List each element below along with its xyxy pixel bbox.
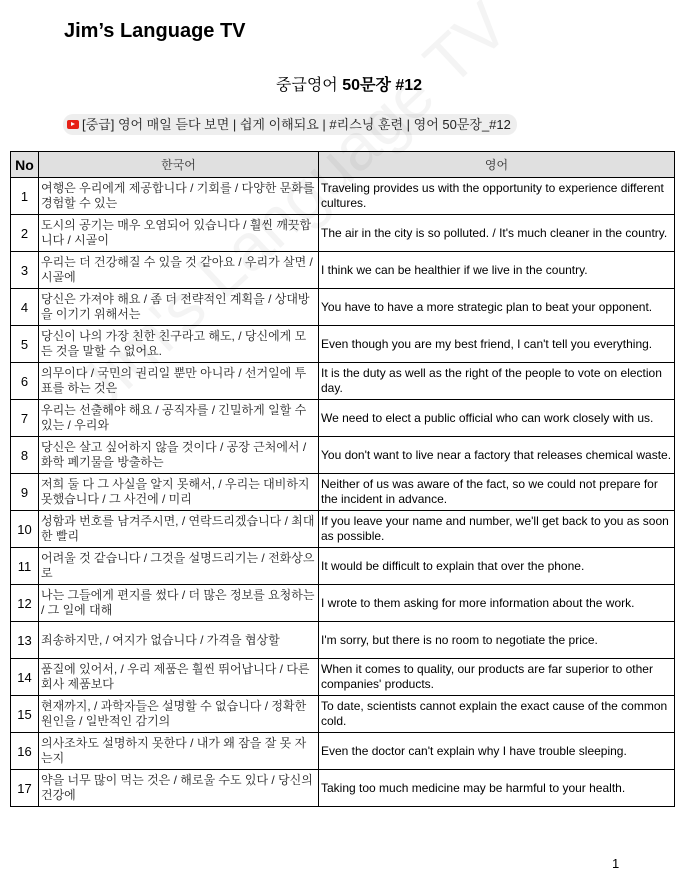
- row-number: 6: [11, 363, 39, 400]
- video-link-text: [중급] 영어 매일 듣다 보면 | 쉽게 이해되요 | #리스닝 훈련 | 영어 50문장_#12: [82, 117, 511, 132]
- korean-sentence: 품질에 있어서, / 우리 제품은 훨씬 뛰어납니다 / 다른 회사 제품보다: [39, 659, 319, 696]
- korean-sentence: 나는 그들에게 편지를 썼다 / 더 많은 정보를 요청하는 / 그 일에 대해: [39, 585, 319, 622]
- table-row: [11, 733, 675, 770]
- row-number: 7: [11, 400, 39, 437]
- row-number: 4: [11, 289, 39, 326]
- korean-sentence: 약을 너무 많이 먹는 것은 / 해로울 수도 있다 / 당신의 건강에: [39, 770, 319, 807]
- row-number: 8: [11, 437, 39, 474]
- table-row: [11, 770, 675, 807]
- row-number: 13: [11, 622, 39, 659]
- table-row: [11, 622, 675, 659]
- table-row: [11, 400, 675, 437]
- table-row: [11, 659, 675, 696]
- korean-sentence: 현재까지, / 과학자들은 설명할 수 없습니다 / 정확한 원인을 / 일반적인 감기의: [39, 696, 319, 733]
- korean-sentence: 여행은 우리에게 제공합니다 / 기회를 / 다양한 문화를 경험할 수 있는: [39, 178, 319, 215]
- korean-sentence: 의무이다 / 국민의 권리일 뿐만 아니라 / 선거일에 투표를 하는 것은: [39, 363, 319, 400]
- table-row: [11, 326, 675, 363]
- table-row: [11, 696, 675, 733]
- english-sentence: I wrote to them asking for more information about the work.: [319, 585, 675, 622]
- table-row: [11, 178, 675, 215]
- english-sentence: Neither of us was aware of the fact, so we could not prepare for the incident in advance.: [319, 474, 675, 511]
- sentence-table: [10, 151, 675, 807]
- korean-sentence: 도시의 공기는 매우 오염되어 있습니다 / 훨씬 깨끗합니다 / 시골이: [39, 215, 319, 252]
- table-row: [11, 437, 675, 474]
- table-row: [11, 474, 675, 511]
- table-row: [11, 252, 675, 289]
- table-row: [11, 585, 675, 622]
- english-sentence: The air in the city is so polluted. / It's much cleaner in the country.: [319, 215, 675, 252]
- table-row: [11, 363, 675, 400]
- row-number: 10: [11, 511, 39, 548]
- header-no: No: [11, 152, 39, 178]
- korean-sentence: 저희 둘 다 그 사실을 알지 못해서, / 우리는 대비하지 못했습니다 / 그 사건에 / 미리: [39, 474, 319, 511]
- youtube-icon: [67, 120, 79, 129]
- english-sentence: I'm sorry, but there is no room to negotiate the price.: [319, 622, 675, 659]
- youtube-video-link[interactable]: [63, 114, 517, 135]
- row-number: 15: [11, 696, 39, 733]
- title-prefix: 중급영어: [275, 77, 343, 94]
- korean-sentence: 어려울 것 같습니다 / 그것을 설명드리기는 / 전화상으로: [39, 548, 319, 585]
- row-number: 16: [11, 733, 39, 770]
- row-number: 5: [11, 326, 39, 363]
- korean-sentence: 당신은 가져야 해요 / 좀 더 전략적인 계획을 / 상대방을 이기기 위해서는: [39, 289, 319, 326]
- english-sentence: We need to elect a public official who can work closely with us.: [319, 400, 675, 437]
- korean-sentence: 우리는 선출해야 해요 / 공직자를 / 긴밀하게 일할 수 있는 / 우리와: [39, 400, 319, 437]
- english-sentence: Traveling provides us with the opportunity to experience different cultures.: [319, 178, 675, 215]
- korean-sentence: 우리는 더 건강해질 수 있을 것 같아요 / 우리가 살면 / 시골에: [39, 252, 319, 289]
- table-row: [11, 289, 675, 326]
- table-header-row: [11, 152, 675, 178]
- english-sentence: It would be difficult to explain that over the phone.: [319, 548, 675, 585]
- english-sentence: You don't want to live near a factory that releases chemical waste.: [319, 437, 675, 474]
- english-sentence: If you leave your name and number, we'll get back to you as soon as possible.: [319, 511, 675, 548]
- row-number: 3: [11, 252, 39, 289]
- page-number: 1: [612, 856, 620, 871]
- korean-sentence: 성함과 번호를 남겨주시면, / 연락드리겠습니다 / 최대한 빨리: [39, 511, 319, 548]
- header-korean: 한국어: [39, 152, 319, 178]
- korean-sentence: 의사조차도 설명하지 못한다 / 내가 왜 잠을 잘 못 자는지: [39, 733, 319, 770]
- row-number: 17: [11, 770, 39, 807]
- korean-sentence: 당신은 살고 싶어하지 않을 것이다 / 공장 근처에서 / 화학 폐기물을 방출하는: [39, 437, 319, 474]
- row-number: 11: [11, 548, 39, 585]
- english-sentence: Even the doctor can't explain why I have trouble sleeping.: [319, 733, 675, 770]
- row-number: 12: [11, 585, 39, 622]
- row-number: 9: [11, 474, 39, 511]
- english-sentence: It is the duty as well as the right of the people to vote on election day.: [319, 363, 675, 400]
- header-english: 영어: [319, 152, 675, 178]
- english-sentence: Taking too much medicine may be harmful to your health.: [319, 770, 675, 807]
- row-number: 1: [11, 178, 39, 215]
- row-number: 2: [11, 215, 39, 252]
- title-bold: 50문장 #12: [342, 77, 423, 94]
- table-row: [11, 511, 675, 548]
- table-body: [11, 178, 675, 807]
- english-sentence: Even though you are my best friend, I can't tell you everything.: [319, 326, 675, 363]
- english-sentence: To date, scientists cannot explain the exact cause of the common cold.: [319, 696, 675, 733]
- row-number: 14: [11, 659, 39, 696]
- table-row: [11, 548, 675, 585]
- english-sentence: When it comes to quality, our products are far superior to other companies' products.: [319, 659, 675, 696]
- document-title: [0, 72, 698, 95]
- brand-title: Jim’s Language TV: [64, 20, 246, 42]
- english-sentence: I think we can be healthier if we live in the country.: [319, 252, 675, 289]
- korean-sentence: 죄송하지만, / 여지가 없습니다 / 가격을 협상할: [39, 622, 319, 659]
- korean-sentence: 당신이 나의 가장 친한 친구라고 해도, / 당신에게 모든 것을 말할 수 없어요.: [39, 326, 319, 363]
- english-sentence: You have to have a more strategic plan to beat your opponent.: [319, 289, 675, 326]
- table-row: [11, 215, 675, 252]
